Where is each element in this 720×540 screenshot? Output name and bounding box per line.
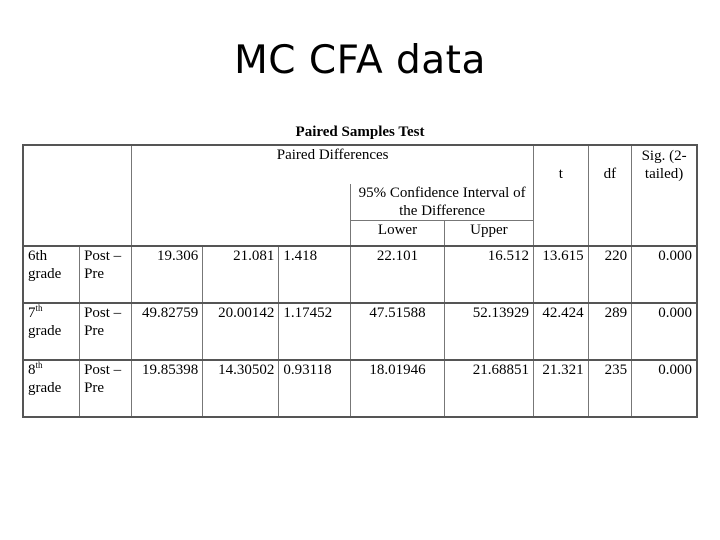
header-confidence-interval: 95% Confidence Interval of the Difference (351, 184, 534, 221)
se-cell: 0.93118 (279, 360, 351, 417)
grade-suffix: th (35, 360, 43, 370)
pair-label: Post – Pre (80, 246, 132, 303)
header-blank-cell (23, 145, 132, 246)
header-stats-spacer (132, 184, 351, 246)
grade-label (23, 303, 80, 360)
df-cell: 235 (588, 360, 632, 417)
table-caption: Paired Samples Test (295, 124, 425, 140)
t-cell: 42.424 (533, 303, 588, 360)
grade-word: grade (28, 380, 62, 396)
table-row (23, 360, 697, 417)
pair-label: Post – Pre (80, 360, 132, 417)
mean-cell: 19.85398 (132, 360, 203, 417)
mean-cell: 49.82759 (132, 303, 203, 360)
upper-cell: 52.13929 (444, 303, 533, 360)
grade-number: 7 (28, 305, 36, 321)
se-cell: 1.17452 (279, 303, 351, 360)
t-cell: 13.615 (533, 246, 588, 303)
header-sig: Sig. (2-tailed) (632, 145, 697, 246)
grade-label (23, 246, 80, 303)
grade-label (23, 360, 80, 417)
df-cell: 289 (588, 303, 632, 360)
slide-title: MC CFA data (234, 38, 486, 83)
sd-cell: 20.00142 (203, 303, 279, 360)
header-df: df (588, 145, 632, 246)
sig-cell: 0.000 (632, 246, 697, 303)
header-paired-differences: Paired Differences (132, 145, 534, 184)
upper-cell: 21.68851 (444, 360, 533, 417)
pair-label: Post – Pre (80, 303, 132, 360)
table-row (23, 303, 697, 360)
table-row (23, 246, 697, 303)
grade-suffix: th (35, 303, 43, 313)
t-cell: 21.321 (533, 360, 588, 417)
grade-number: 6 (28, 248, 36, 264)
sig-cell: 0.000 (632, 360, 697, 417)
df-cell: 220 (588, 246, 632, 303)
lower-cell: 22.101 (351, 246, 445, 303)
header-row-1 (23, 145, 697, 184)
mean-cell: 19.306 (132, 246, 203, 303)
header-upper: Upper (444, 221, 533, 247)
sig-cell: 0.000 (632, 303, 697, 360)
grade-suffix: th (35, 248, 48, 264)
lower-cell: 47.51588 (351, 303, 445, 360)
grade-word: grade (28, 323, 62, 339)
sd-cell: 21.081 (203, 246, 279, 303)
se-cell: 1.418 (279, 246, 351, 303)
sd-cell: 14.30502 (203, 360, 279, 417)
grade-number: 8 (28, 362, 36, 378)
header-lower: Lower (351, 221, 445, 247)
lower-cell: 18.01946 (351, 360, 445, 417)
header-t: t (533, 145, 588, 246)
grade-word: grade (28, 266, 62, 282)
paired-samples-table (22, 144, 698, 418)
upper-cell: 16.512 (444, 246, 533, 303)
